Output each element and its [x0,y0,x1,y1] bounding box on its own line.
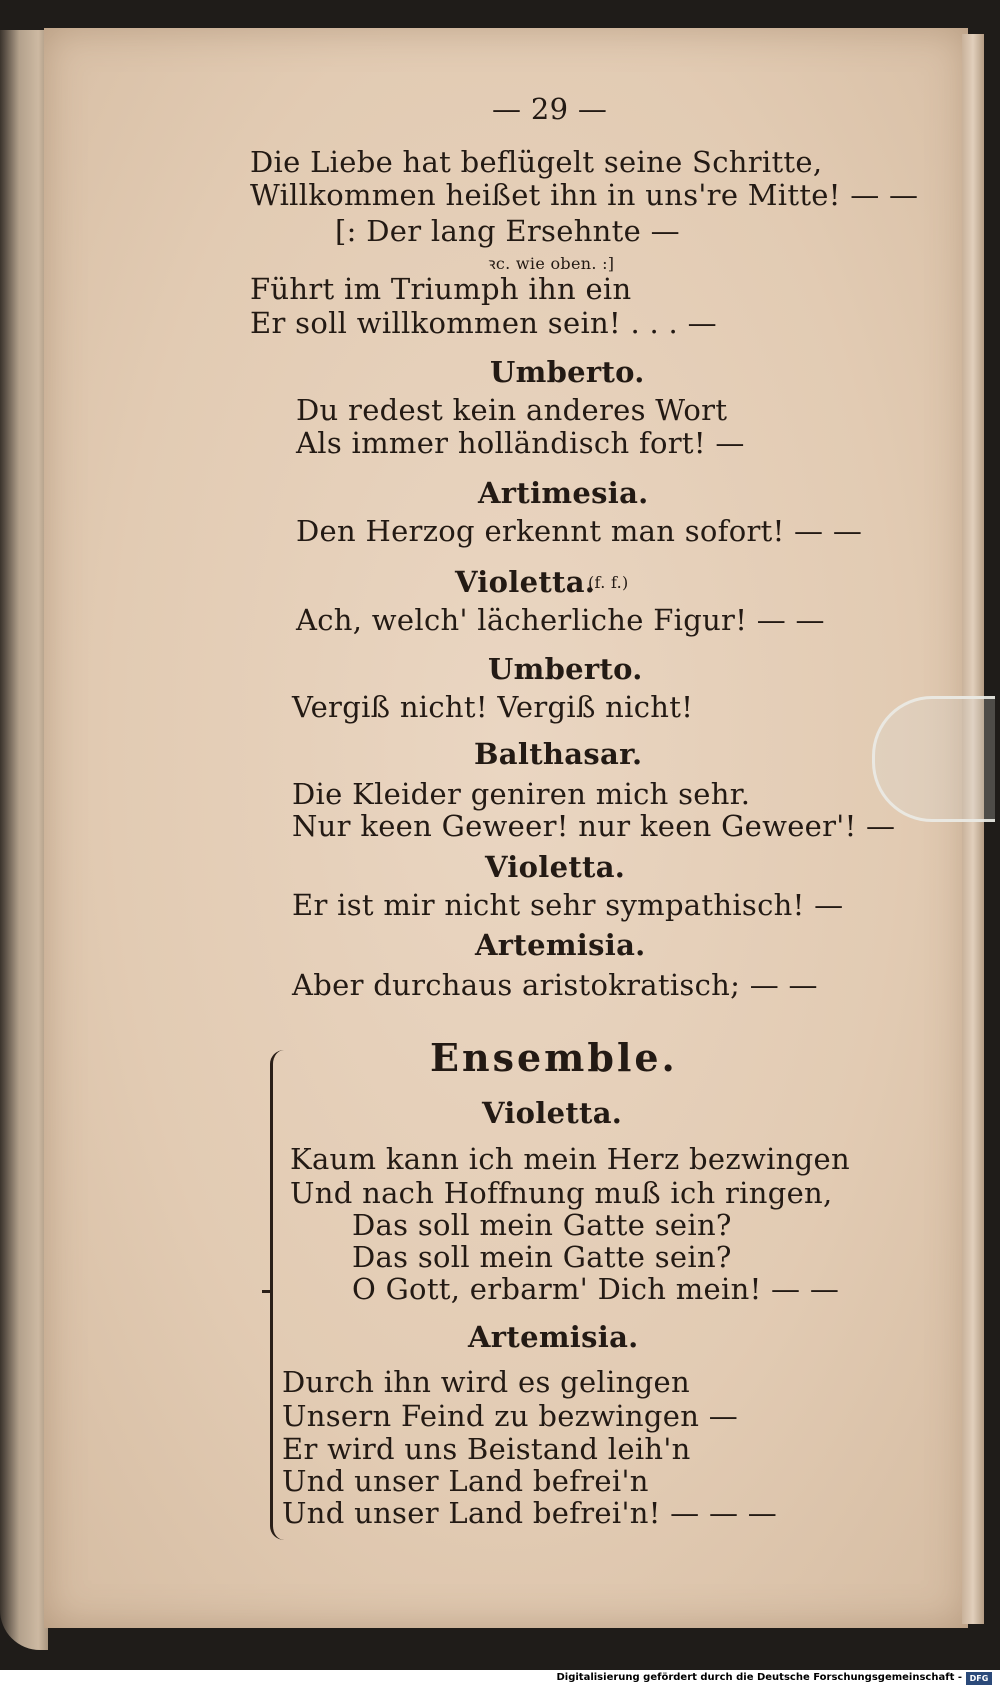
right-page-edge [962,34,984,1624]
verse-line: Und unser Land befrei'n! — — — [282,1496,778,1530]
verse-line: O Gott, erbarm' Dich mein! — — [352,1272,840,1306]
speaker-name: Violetta. [455,565,596,599]
verse-line: Als immer holländisch fort! — [296,426,745,460]
verse-line: Den Herzog erkennt man sofort! — — [296,514,863,548]
speaker-name: Violetta. [482,1096,623,1130]
verse-line: [: Der lang Ersehnte — [335,214,680,248]
verse-line: Die Kleider geniren mich sehr. [292,777,751,811]
verse-line: Das soll mein Gatte sein? [352,1240,732,1274]
verse-line: Vergiß nicht! Vergiß nicht! [292,690,694,724]
speaker-name: Violetta. [485,850,626,884]
page-number: — 29 — [492,92,608,126]
stage-note: (f. f.) [588,573,629,592]
verse-line: Und nach Hoffnung muß ich ringen, [290,1176,833,1210]
section-heading: Ensemble. [430,1035,678,1080]
verse-line: Er soll willkommen sein! . . . — [250,306,717,340]
verse-line: Nur keen Geweer! nur keen Geweer'! — [292,809,896,843]
verse-line: Und unser Land befrei'n [282,1464,649,1498]
verse-line: Er wird uns Beistand leih'n [282,1432,691,1466]
dfg-logo: DFG [966,1672,992,1685]
page-clip [872,696,995,822]
speaker-name: Artimesia. [478,476,649,510]
brace-tip [262,1290,272,1293]
speaker-name: Artemisia. [468,1320,639,1354]
verse-line: Willkommen heißet ihn in uns're Mitte! — — [250,178,919,212]
footer-credit: Digitalisierung gefördert durch die Deutsche Forschungsgemeinschaft - [556,1672,962,1683]
left-page-edge [0,30,48,1650]
speaker-name: Artemisia. [475,928,646,962]
verse-line: Ach, welch' lächerliche Figur! — — [296,603,825,637]
verse-line: Das soll mein Gatte sein? [352,1208,732,1242]
speaker-name: Umberto. [488,652,643,686]
verse-line: Kaum kann ich mein Herz bezwingen [290,1142,850,1176]
verse-line: Unsern Feind zu bezwingen — [282,1399,739,1433]
verse-line: Aber durchaus aristokratisch; — — [292,968,818,1002]
verse-line: Die Liebe hat beflügelt seine Schritte, [250,145,823,179]
verse-line: Er ist mir nicht sehr sympathisch! — [292,888,844,922]
verse-line: Führt im Triumph ihn ein [250,272,632,306]
speaker-name: Balthasar. [474,737,643,771]
speaker-name: Umberto. [490,355,645,389]
verse-line: Du redest kein anderes Wort [296,393,728,427]
stage-note: ꝛc. wie oben. :] [488,254,615,273]
verse-line: Durch ihn wird es gelingen [282,1365,690,1399]
